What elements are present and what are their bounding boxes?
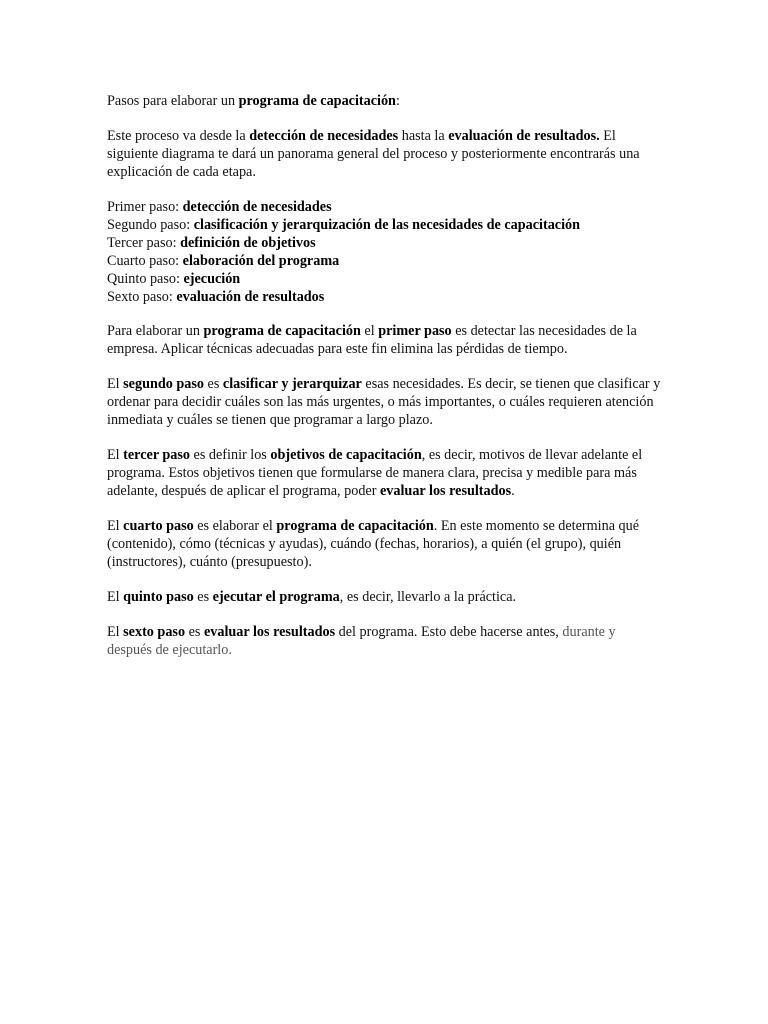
- sixth-step-paragraph: [107, 623, 663, 659]
- text: .: [511, 483, 515, 499]
- bold-text: objetivos de capacitación: [270, 447, 422, 463]
- bold-text: programa de capacitación: [203, 323, 361, 339]
- third-step-paragraph: [107, 446, 663, 500]
- text: El: [107, 624, 124, 640]
- step-line-1: [107, 198, 663, 216]
- bold-text: segundo paso: [123, 376, 204, 392]
- step-value: detección de necesidades: [182, 199, 332, 215]
- text: es: [193, 589, 213, 605]
- text: , es decir, motivos de llevar adelante el programa. Estos objetivos tienen que formularse de manera clara, precisa y medible para más adelante, después de aplicar el programa, poder: [107, 447, 643, 499]
- text: El: [107, 589, 124, 605]
- text: esas necesidades. Es decir, se tienen que clasificar y ordenar para decidir cuáles son las más urgentes, o más importantes, o cuáles requieren atención inmediata y cuáles se tienen que programar a largo plazo.: [107, 376, 661, 428]
- process-text-3: El siguiente diagrama te dará un panorama general del proceso y posteriormente encontrarás una explicación de cada etapa.: [107, 128, 640, 180]
- text: El: [107, 376, 124, 392]
- bold-text: ejecutar el programa: [212, 589, 340, 605]
- step-label: Segundo paso:: [107, 217, 194, 233]
- text: del programa. Esto debe hacerse antes,: [335, 624, 563, 640]
- document-body: [107, 92, 663, 676]
- process-text-1: Este proceso va desde la: [107, 128, 250, 144]
- step-value: clasificación y jerarquización de las necesidades de capacitación: [193, 217, 581, 233]
- step-line-3: [107, 234, 663, 252]
- text: Para elaborar un: [107, 323, 204, 339]
- bold-text: sexto paso: [123, 624, 186, 640]
- first-step-paragraph: [107, 322, 663, 358]
- step-label: Quinto paso:: [107, 271, 184, 287]
- bold-text: cuarto paso: [123, 518, 194, 534]
- text: . En este momento se determina qué (contenido), cómo (técnicas y ayudas), cuándo (fechas, horarios), a quién (el grupo), quién (instructores), cuánto (presupuesto).: [107, 518, 640, 570]
- gray-text: durante y después de ejecutarlo.: [107, 624, 616, 658]
- text: es detectar las necesidades de la empresa. Aplicar técnicas adecuadas para este fin elimina las pérdidas de tiempo.: [107, 323, 637, 357]
- text: El: [107, 447, 124, 463]
- bold-text: evaluar los resultados: [380, 483, 512, 499]
- second-step-paragraph: [107, 375, 663, 429]
- step-line-2: [107, 216, 663, 234]
- process-bold-1: detección de necesidades: [249, 128, 399, 144]
- step-value: elaboración del programa: [182, 253, 340, 269]
- step-line-5: [107, 270, 663, 288]
- bold-text: evaluar los resultados: [203, 624, 336, 640]
- bold-text: quinto paso: [123, 589, 194, 605]
- fifth-step-paragraph: [107, 588, 663, 606]
- process-bold-2: evaluación de resultados.: [448, 128, 600, 144]
- step-line-4: [107, 252, 663, 270]
- intro-bold: programa de capacitación: [238, 93, 396, 109]
- step-value: ejecución: [183, 271, 241, 287]
- intro-paragraph: [107, 92, 663, 110]
- step-label: Primer paso:: [107, 199, 183, 215]
- bold-text: clasificar y jerarquizar: [222, 376, 362, 392]
- text: El: [107, 518, 124, 534]
- intro-suffix: :: [395, 93, 400, 109]
- bold-text: tercer paso: [123, 447, 190, 463]
- text: , es decir, llevarlo a la práctica.: [339, 589, 517, 605]
- fourth-step-paragraph: [107, 517, 663, 571]
- step-value: evaluación de resultados: [176, 289, 325, 305]
- intro-prefix: Pasos para elaborar un: [107, 93, 239, 109]
- bold-text: primer paso: [378, 323, 452, 339]
- text: el: [360, 323, 379, 339]
- step-label: Tercer paso:: [107, 235, 181, 251]
- text: es: [185, 624, 204, 640]
- steps-list: [107, 198, 663, 306]
- process-text-2: hasta la: [398, 128, 449, 144]
- text: es elaborar el: [193, 518, 277, 534]
- text: es definir los: [190, 447, 271, 463]
- step-label: Sexto paso:: [107, 289, 177, 305]
- step-value: definición de objetivos: [180, 235, 316, 251]
- bold-text: programa de capacitación: [276, 518, 434, 534]
- step-line-6: [107, 288, 663, 306]
- text: es: [203, 376, 223, 392]
- step-label: Cuarto paso:: [107, 253, 183, 269]
- process-paragraph: [107, 127, 663, 181]
